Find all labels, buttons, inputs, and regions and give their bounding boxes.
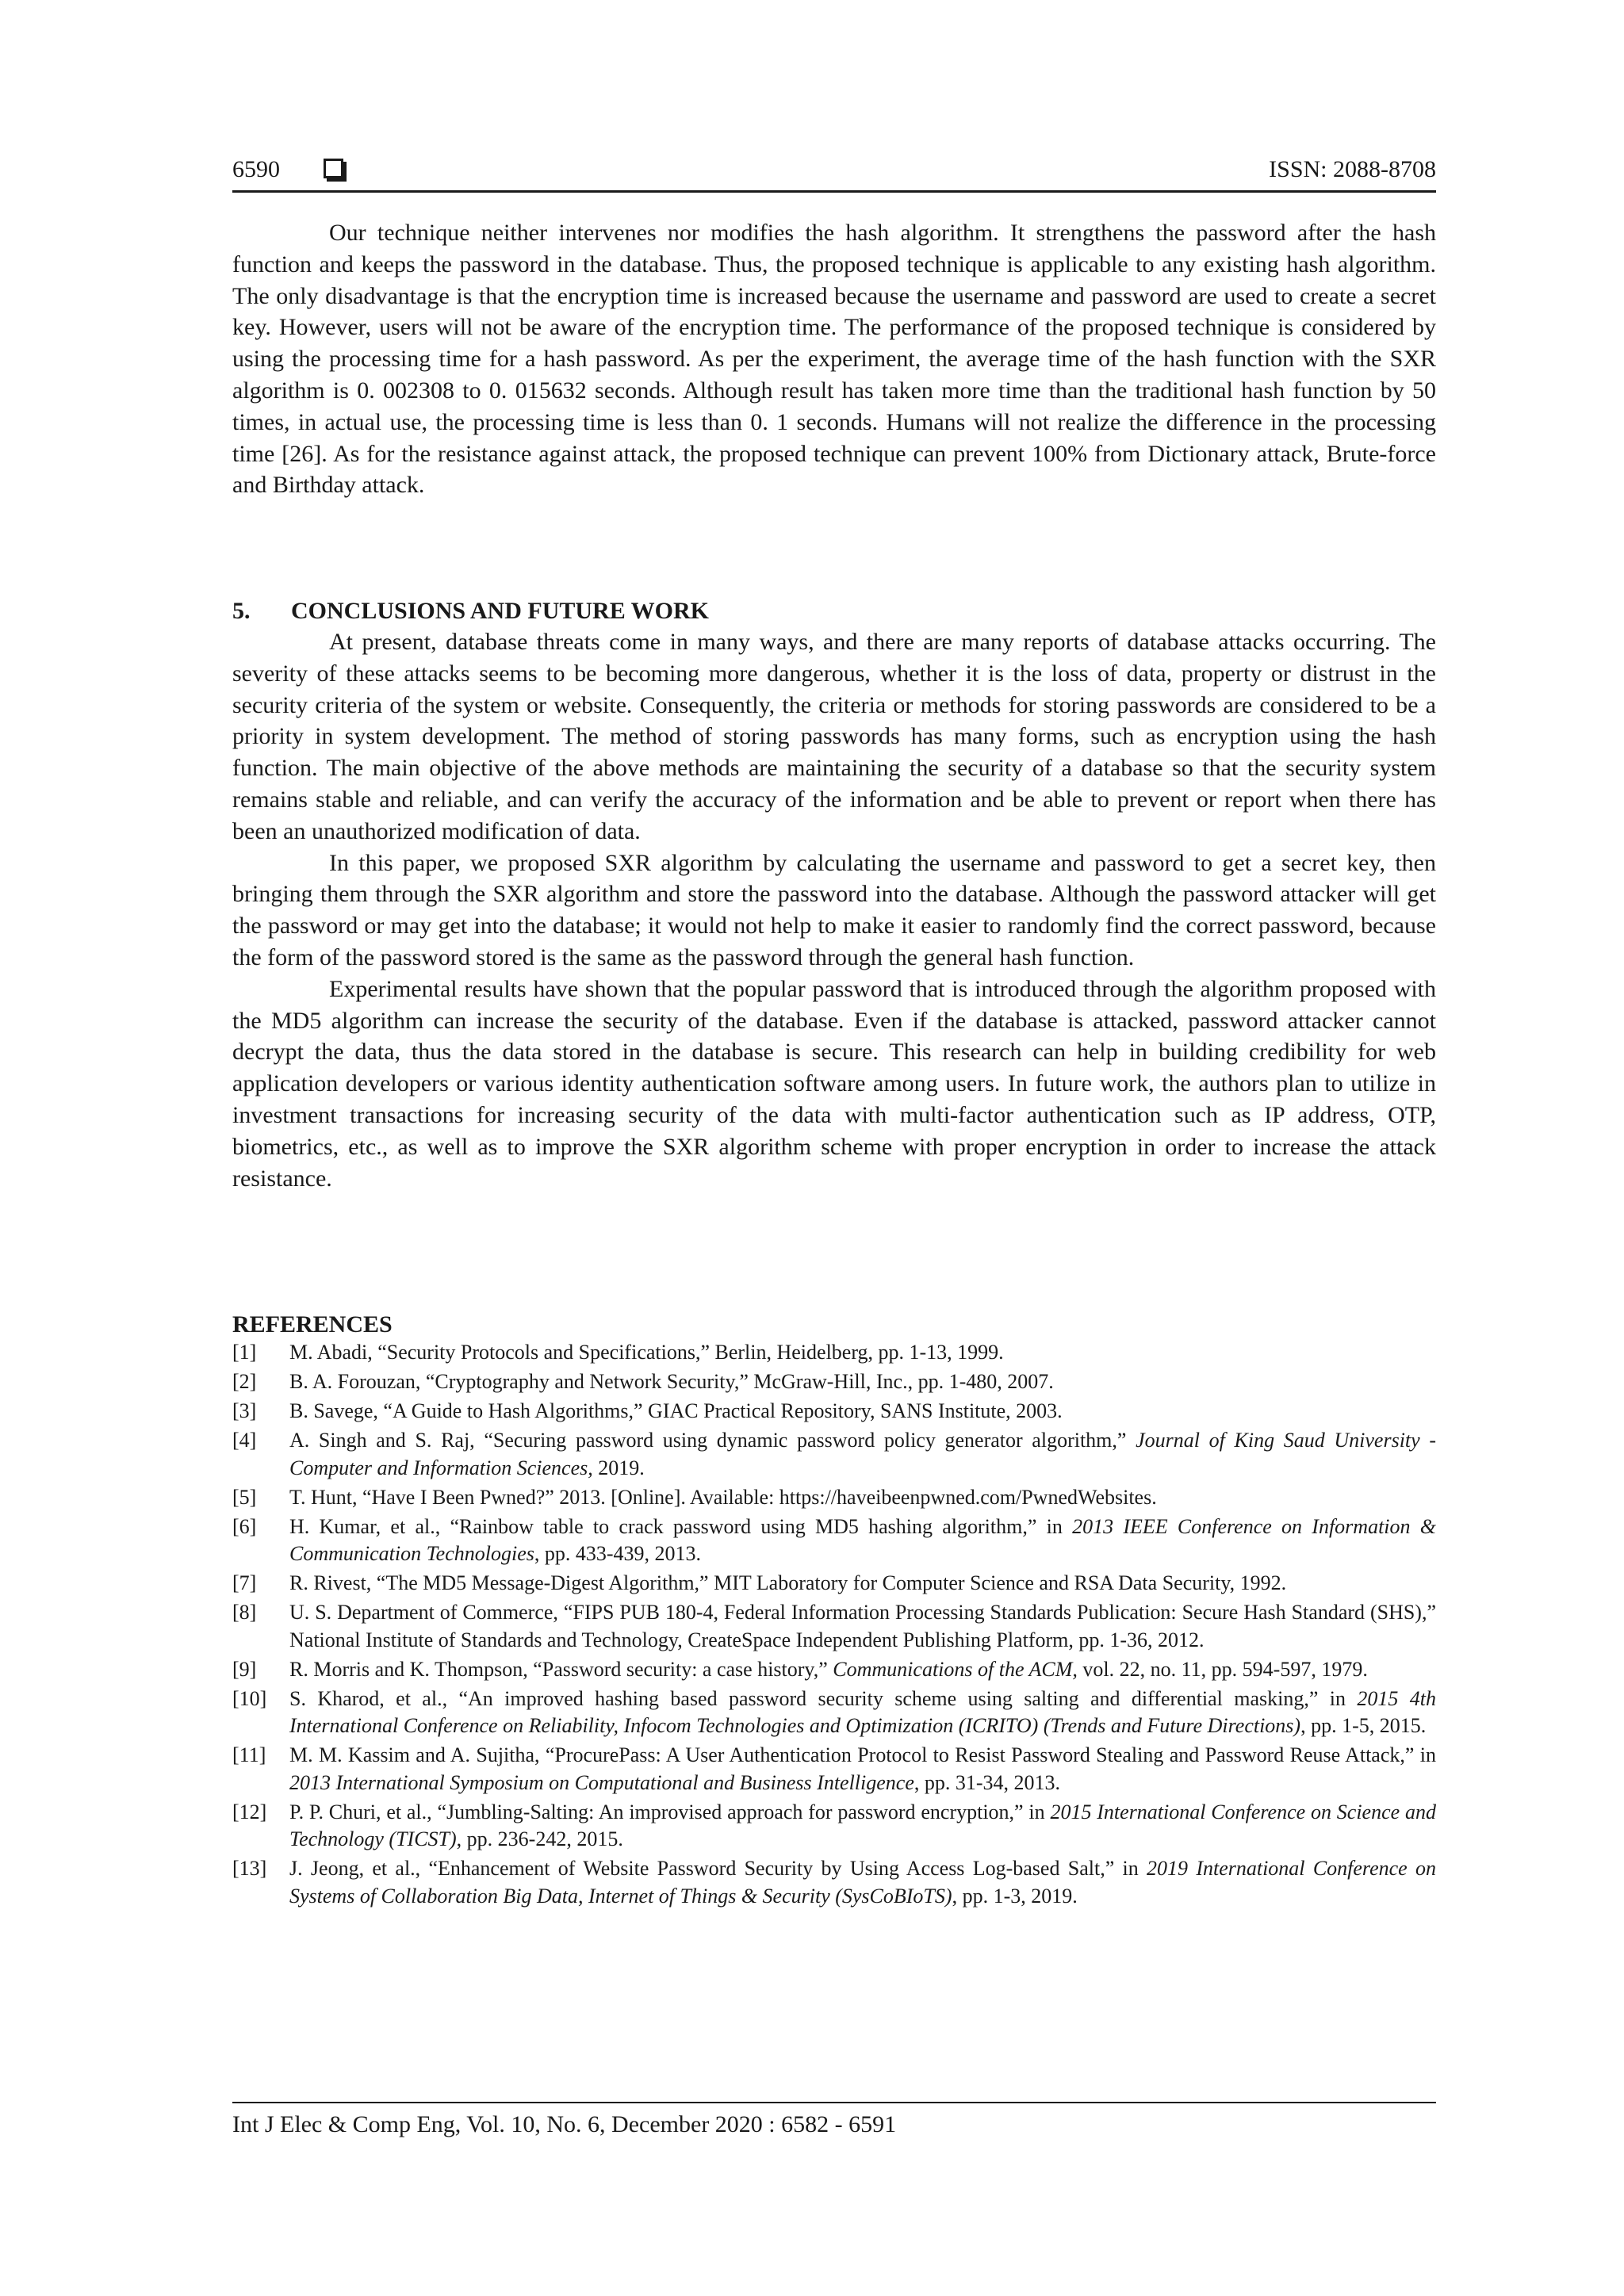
- reference-item: [232, 1368, 1436, 1396]
- page-header: [232, 154, 1436, 193]
- reference-text: H. Kumar, et al., “Rainbow table to crack password using MD5 hashing algorithm,” in 2013 IEEE Conference on Information & Communication Technologies, pp. 433-439, 2013.: [289, 1514, 1436, 1565]
- reference-text: M. M. Kassim and A. Sujitha, “ProcurePass: A User Authentication Protocol to Resist Password Stealing and Password Reuse Attack,” in 2013 International Symposium on Computational and Business Intelligence, pp. 31-34, 2013.: [289, 1743, 1436, 1794]
- paragraph: Our technique neither intervenes nor modifies the hash algorithm. It strengthens the password after the hash function and keeps the password in the database. Thus, the proposed technique is applicable to any existing hash algorithm. The only disadvantage is that the encryption time is increased because the username and password are used to create a secret key. However, users will not be aware of the encryption time. The performance of the proposed technique is considered by using the processing time for a hash password. As per the experiment, the average time of the hash function with the SXR algorithm is 0. 002308 to 0. 015632 seconds. Although result has taken more time than the traditional hash function by 50 times, in actual use, the processing time is less than 0. 1 seconds. Humans will not realize the difference in the processing time [26]. As for the resistance against attack, the proposed technique can prevent 100% from Dictionary attack, Brute-force and Birthday attack.: [232, 220, 1436, 499]
- reference-number: [7]: [232, 1571, 257, 1594]
- reference-text: B. A. Forouzan, “Cryptography and Network Security,” McGraw-Hill, Inc., pp. 1-480, 2007.: [289, 1370, 1054, 1393]
- reference-number: [12]: [232, 1800, 267, 1823]
- reference-item: [232, 1398, 1436, 1425]
- reference-item: [232, 1599, 1436, 1654]
- reference-number: [13]: [232, 1857, 267, 1880]
- section-heading: [232, 595, 709, 627]
- reference-text: R. Rivest, “The MD5 Message-Digest Algorithm,” MIT Laboratory for Computer Science and RSA Data Security, 1992.: [289, 1571, 1287, 1594]
- reference-item: [232, 1513, 1436, 1568]
- footer-rule: [232, 2102, 1436, 2103]
- reference-number: [1]: [232, 1341, 257, 1364]
- reference-item: [232, 1427, 1436, 1482]
- reference-text: M. Abadi, “Security Protocols and Specifications,” Berlin, Heidelberg, pp. 1-13, 1999.: [289, 1341, 1004, 1364]
- reference-number: [6]: [232, 1514, 257, 1538]
- reference-item: [232, 1656, 1436, 1684]
- reference-text: S. Kharod, et al., “An improved hashing based password security scheme using salting and differential masking,” in 2015 4th International Conference on Reliability, Infocom Technologies and Optimization (ICRITO) (Trends and Future Directions), pp. 1-5, 2015.: [289, 1686, 1436, 1737]
- reference-text: U. S. Department of Commerce, “FIPS PUB 180-4, Federal Information Processing Standards Publication: Secure Hash Standard (SHS),” National Institute of Standards and Technology, CreateSpace Independent Publishing Platform, pp. 1-36, 2012.: [289, 1601, 1436, 1651]
- paragraph: Experimental results have shown that the popular password that is introduced through the algorithm proposed with the MD5 algorithm can increase the security of the database. Even if the database is attacked, password attacker cannot decrypt the data, thus the data stored in the database is secure. This research can help in building credibility for web application developers or various identity authentication software among users. In future work, the authors plan to utilize in investment transactions for increasing security of the data with multi-factor authentication such as IP address, OTP, biometrics, etc., as well as to improve the SXR algorithm scheme with proper encryption in order to increase the attack resistance.: [232, 975, 1436, 1192]
- section-title: CONCLUSIONS AND FUTURE WORK: [291, 598, 710, 624]
- conclusions-text: [232, 626, 1436, 1194]
- reference-item: [232, 1570, 1436, 1598]
- page-number: 6590: [232, 156, 280, 182]
- reference-text: P. P. Churi, et al., “Jumbling-Salting: An improvised approach for password encryption,” in 2015 International Conference on Science and Technology (TICST), pp. 236-242, 2015.: [289, 1800, 1436, 1850]
- issn-label: ISSN: 2088-8708: [1269, 156, 1436, 182]
- reference-item: [232, 1855, 1436, 1910]
- reference-item: [232, 1339, 1436, 1367]
- reference-text: B. Savege, “A Guide to Hash Algorithms,” GIAC Practical Repository, SANS Institute, 2003.: [289, 1399, 1063, 1422]
- reference-text: A. Singh and S. Raj, “Securing password using dynamic password policy generator algorithm,” Journal of King Saud University - Computer and Information Sciences, 2019.: [289, 1429, 1436, 1479]
- reference-number: [11]: [232, 1743, 266, 1766]
- reference-text: T. Hunt, “Have I Been Pwned?” 2013. [Online]. Available: https://haveibeenpwned.com/PwnedWebsites.: [289, 1485, 1157, 1509]
- reference-item: [232, 1799, 1436, 1854]
- references-heading: REFERENCES: [232, 1311, 393, 1337]
- reference-item: [232, 1484, 1436, 1512]
- reference-number: [10]: [232, 1686, 267, 1710]
- reference-text: R. Morris and K. Thompson, “Password security: a case history,” Communications of the ACM, vol. 22, no. 11, pp. 594-597, 1979.: [289, 1657, 1368, 1681]
- reference-text: J. Jeong, et al., “Enhancement of Website Password Security by Using Access Log-based Salt,” in 2019 International Conference on Systems of Collaboration Big Data, Internet of Things & Security (SysCoBIoTS), pp. 1-3, 2019.: [289, 1857, 1436, 1908]
- reference-item: [232, 1686, 1436, 1740]
- page-footer: Int J Elec & Comp Eng, Vol. 10, No. 6, December 2020 : 6582 - 6591: [232, 2111, 897, 2137]
- checkbox-square-icon: [324, 159, 343, 178]
- reference-list: [232, 1339, 1436, 1912]
- paragraph: In this paper, we proposed SXR algorithm by calculating the username and password to get a secret key, then bringing them through the SXR algorithm and store the password into the database. Although the password attacker will get the password or may get into the database; it would not help to make it easier to randomly find the correct password, because the form of the password stored is the same as the password through the general hash function.: [232, 849, 1436, 970]
- reference-number: [3]: [232, 1399, 257, 1422]
- paragraph: At present, database threats come in many ways, and there are many reports of database attacks occurring. The severity of these attacks seems to be becoming more dangerous, whether it is the loss of data, property or distrust in the security criteria of the system or website. Consequently, the criteria or methods for storing passwords are considered to be a priority in system development. The method of storing passwords has many forms, such as encryption using the hash function. The main objective of the above methods are maintaining the security of a database so that the security system remains stable and reliable, and can verify the accuracy of the information and be able to prevent or report when there has been an unauthorized modification of data.: [232, 629, 1436, 844]
- reference-number: [2]: [232, 1370, 257, 1393]
- results-discussion-text: [232, 217, 1436, 501]
- section-number: 5.: [232, 598, 251, 624]
- reference-number: [9]: [232, 1657, 257, 1681]
- reference-item: [232, 1742, 1436, 1797]
- header-rule: [232, 190, 1436, 193]
- reference-number: [5]: [232, 1485, 257, 1509]
- reference-number: [4]: [232, 1429, 257, 1452]
- reference-number: [8]: [232, 1601, 257, 1624]
